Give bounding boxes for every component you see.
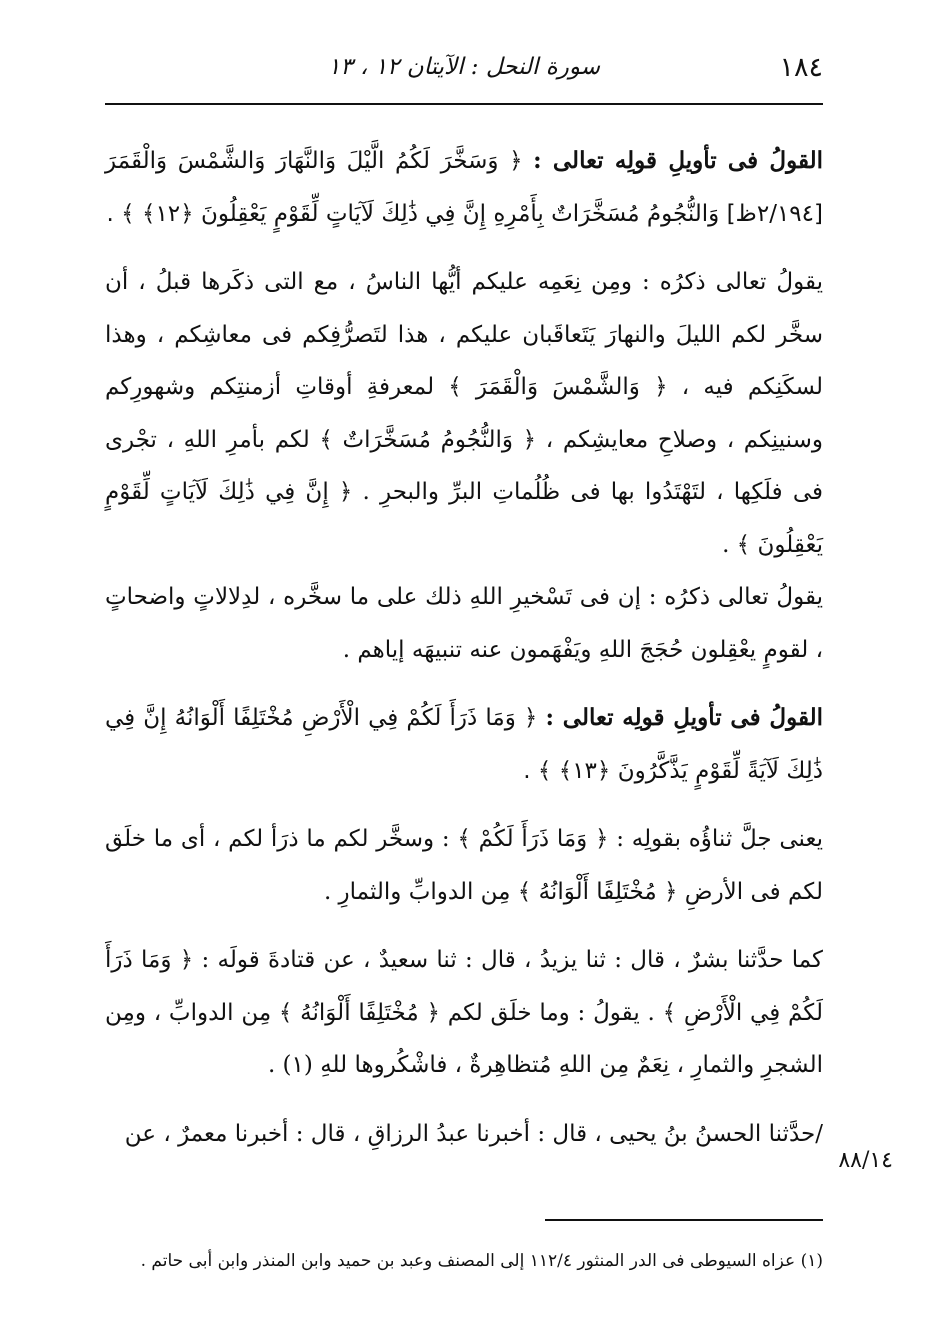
heading-label: القولُ فى تأويلِ قولِه تعالى : bbox=[533, 147, 823, 174]
quran-verse: ﴿ وَمَا ذَرَأَ لَكُمْ فِي الْأَرْضِ مُخْتَلِفًا أَلْوَانُهُ إِنَّ فِي ذَٰلِكَ لَآيَةً لِّقَوْمٍ يَذَّكَّرُونَ ﴿١٣﴾ ﴾ . bbox=[105, 705, 823, 784]
page-number: ١٨٤ bbox=[779, 52, 823, 83]
paragraph: يقولُ تعالى ذكرُه : ومِن نِعَمِه عليكم أيُّها الناسُ ، مع التى ذكَرها قبلُ ، أن سخَّر لكم الليلَ والنهارَ يَتَعاقَبان عليكم ، هذا لتَصرُّفِكم فى معاشِكم ، وهذا لسكَنِكم فيه ، ﴿ وَالشَّمْسَ وَالْقَمَرَ ﴾ لمعرفةِ أوقاتِ أزمنتِكم وشهورِكم وسنينِكم ، وصلاحِ معايشِكم ، ﴿ وَالنُّجُومُ مُسَخَّرَاتٌ ﴾ لكم بأمرِ اللهِ ، تجْرى فى فلَكِها ، لتَهْتَدُوا بها فى ظُلُماتِ البرِّ والبحرِ . ﴿ إِنَّ فِي ذَٰلِكَ لَآيَاتٍ لِّقَوْمٍ يَعْقِلُونَ ﴾ . bbox=[105, 269, 823, 558]
footnote-divider bbox=[545, 1219, 823, 1221]
margin-reference: ٨٨/١٤ bbox=[838, 1148, 893, 1173]
header-divider bbox=[105, 103, 823, 105]
paragraph: يعنى جلَّ ثناؤُه بقولِه : ﴿ وَمَا ذَرَأَ لَكُمْ ﴾ : وسخَّر لكم ما ذرَأ لكم ، أى ما خلَق لكم فى الأرضِ ﴿ مُخْتَلِفًا أَلْوَانُهُ ﴾ مِن الدوابِّ والثمارِ . bbox=[105, 826, 823, 905]
paragraph: /حدَّثنا الحسنُ بنُ يحيى ، قال : أخبرنا عبدُ الرزاقِ ، قال : أخبرنا معمرٌ ، عن bbox=[124, 1120, 823, 1147]
footnote: (١) عزاه السيوطى فى الدر المنثور ١١٢/٤ إلى المصنف وعبد بن حميد وابن المنذر وابن أبى حاتم . bbox=[140, 1251, 823, 1271]
running-title: سورة النحل : الآيتان ١٢ ، ١٣ bbox=[327, 54, 601, 80]
quran-verse: ﴿ وَسَخَّرَ لَكُمُ الَّيْلَ وَالنَّهَارَ وَالشَّمْسَ وَالْقَمَرَ [٢/١٩٤ظ] وَالنُّجُومُ مُسَخَّرَاتٌ بِأَمْرِهِ إِنَّ فِي ذَٰلِكَ لَآيَاتٍ لِّقَوْمٍ يَعْقِلُونَ ﴿١٢﴾ ﴾ . bbox=[105, 148, 823, 227]
main-text bbox=[105, 135, 823, 1160]
paragraph: كما حدَّثنا بشرٌ ، قال : ثنا يزيدُ ، قال : ثنا سعيدٌ ، عن قتادةَ قولَه : ﴿ وَمَا ذَرَأَ لَكُمْ فِي الْأَرْضِ ﴾ . يقولُ : وما خلَق لكم ﴿ مُخْتَلِفًا أَلْوَانُهُ ﴾ مِن الدوابِّ ، ومِن الشجرِ والثمارِ ، نِعَمٌ مِن اللهِ مُتظاهِرةٌ ، فاشْكُروها للهِ (١) . bbox=[105, 947, 823, 1078]
paragraph-heading-1 bbox=[105, 135, 823, 240]
heading-label: القولُ فى تأويلِ قولِه تعالى : bbox=[545, 704, 824, 731]
paragraph-heading-2 bbox=[105, 692, 823, 797]
page-header bbox=[105, 52, 823, 98]
paragraph: يقولُ تعالى ذكرُه : إن فى تَسْخيرِ اللهِ ذلك على ما سخَّره ، لدِلالاتٍ واضحاتٍ ، لقومٍ يعْقِلون حُجَجَ اللهِ ويَفْهَمون عنه تنبيهَه إياهم . bbox=[105, 584, 823, 663]
